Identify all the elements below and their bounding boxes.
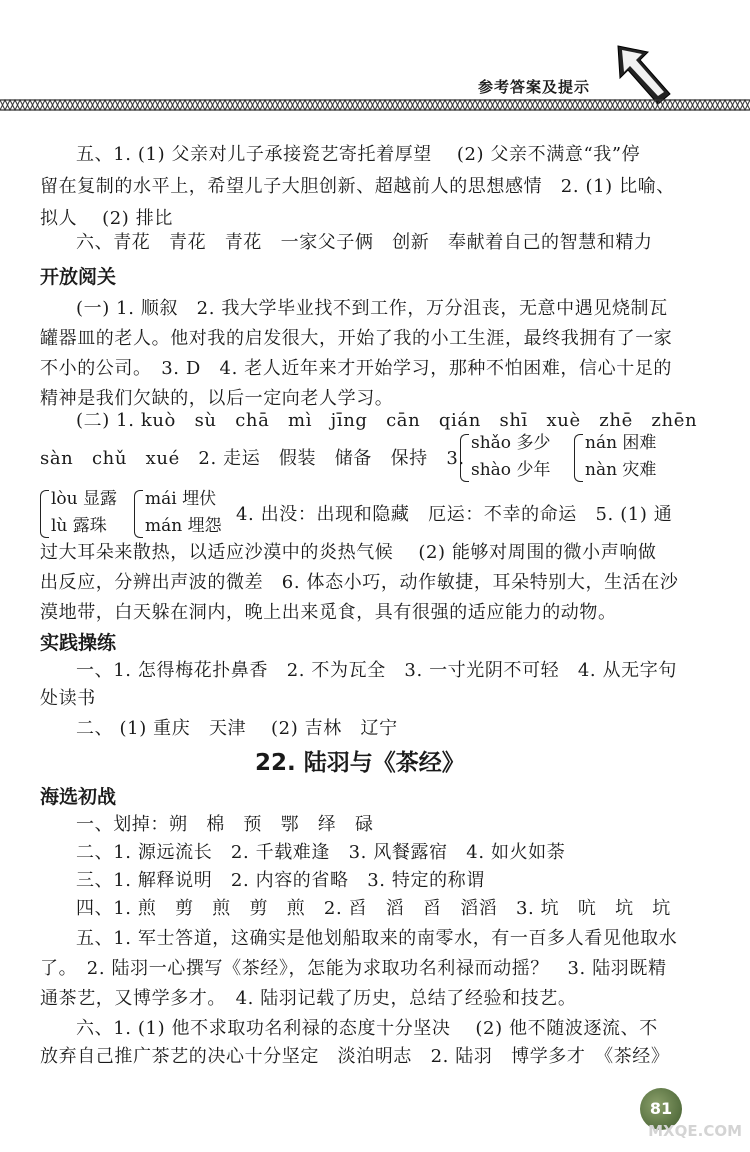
answer-line: (一) 1. 顺叙 2. 我大学毕业找不到工作，万分沮丧，无意中遇见烧制瓦 (76, 298, 668, 319)
answer-line: 一、1. 怎得梅花扑鼻香 2. 不为瓦全 3. 一寸光阴不可轻 4. 从无字句 (76, 660, 677, 681)
answer-line: 五、1. 军士答道，这确实是他划船取来的南零水，有一百多人看见他取水 (76, 928, 678, 949)
section-heading: 开放阅关 (40, 266, 117, 288)
section-heading: 实践操练 (40, 632, 117, 654)
answer-line: 漠地带，白天躲在洞内，晚上出来觅食，具有很强的适应能力的动物。 (40, 602, 617, 623)
answer-line: 二、 (1) 重庆 天津 (2) 吉林 辽宁 (76, 718, 398, 739)
answer-line: 罐器皿的老人。他对我的启发很大，开始了我的小工生涯，最终我拥有了一家 (40, 328, 673, 349)
pinyin-line: (二) 1. kuò sù chā mì jīng cān qián shī xuè zhē zhēn (76, 410, 698, 431)
pinyin-brace-lu: lòu 显露 lù 露珠 (40, 486, 117, 540)
answer-line: 留在复制的水平上，希望儿子大胆创新、超越前人的思想感情 2. (1) 比喻、 (40, 176, 675, 197)
answer-line: 一、划掉：朔 棉 预 鄂 绎 碌 (76, 814, 374, 835)
answer-line: 4. 出没：出现和隐藏 厄运：不幸的命运 5. (1) 通 (236, 504, 673, 525)
answer-line: 放弃自己推广茶艺的决心十分坚定 淡泊明志 2. 陆羽 博学多才 《茶经》 (40, 1046, 670, 1067)
answer-line: 六、1. (1) 他不求取功名利禄的态度十分坚决 (2) 他不随波逐流、不 (76, 1018, 658, 1039)
section-heading: 海选初战 (40, 786, 117, 808)
answer-line: 精神是我们欠缺的，以后一定向老人学习。 (40, 388, 394, 409)
answer-line: 六、青花 青花 青花 一家父子俩 创新 奉献着自己的智慧和精力 (76, 232, 653, 253)
answer-line: 三、1. 解释说明 2. 内容的省略 3. 特定的称谓 (76, 870, 485, 891)
pinyin-brace-mai: mái 埋伏 mán 埋怨 (134, 486, 222, 540)
pinyin-brace-nan: nán 困难 nàn 灾难 (574, 430, 656, 484)
answer-line: 了。 2. 陆羽一心撰写《茶经》，怎能为求取功名利禄而动摇？ 3. 陆羽既精 (40, 958, 667, 979)
watermark: MXQE.COM (648, 1122, 742, 1140)
answer-line: 五、1. (1) 父亲对儿子承接瓷艺寄托着厚望 (2) 父亲不满意“我”停 (76, 144, 641, 165)
answer-line: 二、1. 源远流长 2. 千载难逢 3. 风餐露宿 4. 如火如荼 (76, 842, 566, 863)
answer-line: 四、1. 煎 剪 煎 剪 煎 2. 舀 滔 舀 滔滔 3. 坑 吭 坑 坑 (76, 898, 671, 919)
answer-line: 过大耳朵来散热，以适应沙漠中的炎热气候 (2) 能够对周围的微小声响做 (40, 542, 657, 563)
header-title: 参考答案及提示 (478, 78, 591, 96)
answer-line: 不小的公司。 3. D 4. 老人近年来才开始学习，那种不怕困难，信心十足的 (40, 358, 673, 379)
lesson-title: 22. 陆羽与《茶经》 (255, 750, 465, 776)
pinyin-brace-shao: shǎo 多少 shào 少年 (460, 430, 550, 484)
answer-line: 通茶艺，又博学多才。 4. 陆羽记载了历史，总结了经验和技艺。 (40, 988, 577, 1009)
answer-line: sàn chǔ xué 2. 走运 假装 储备 保持 3. (40, 448, 465, 469)
answer-line: 出反应，分辨出声波的微差 6. 体态小巧，动作敏捷，耳朵特别大，生活在沙 (40, 572, 679, 593)
page-number: 81 (640, 1088, 682, 1130)
answer-line: 拟人 (2) 排比 (40, 208, 173, 229)
answer-line: 处读书 (40, 688, 96, 709)
